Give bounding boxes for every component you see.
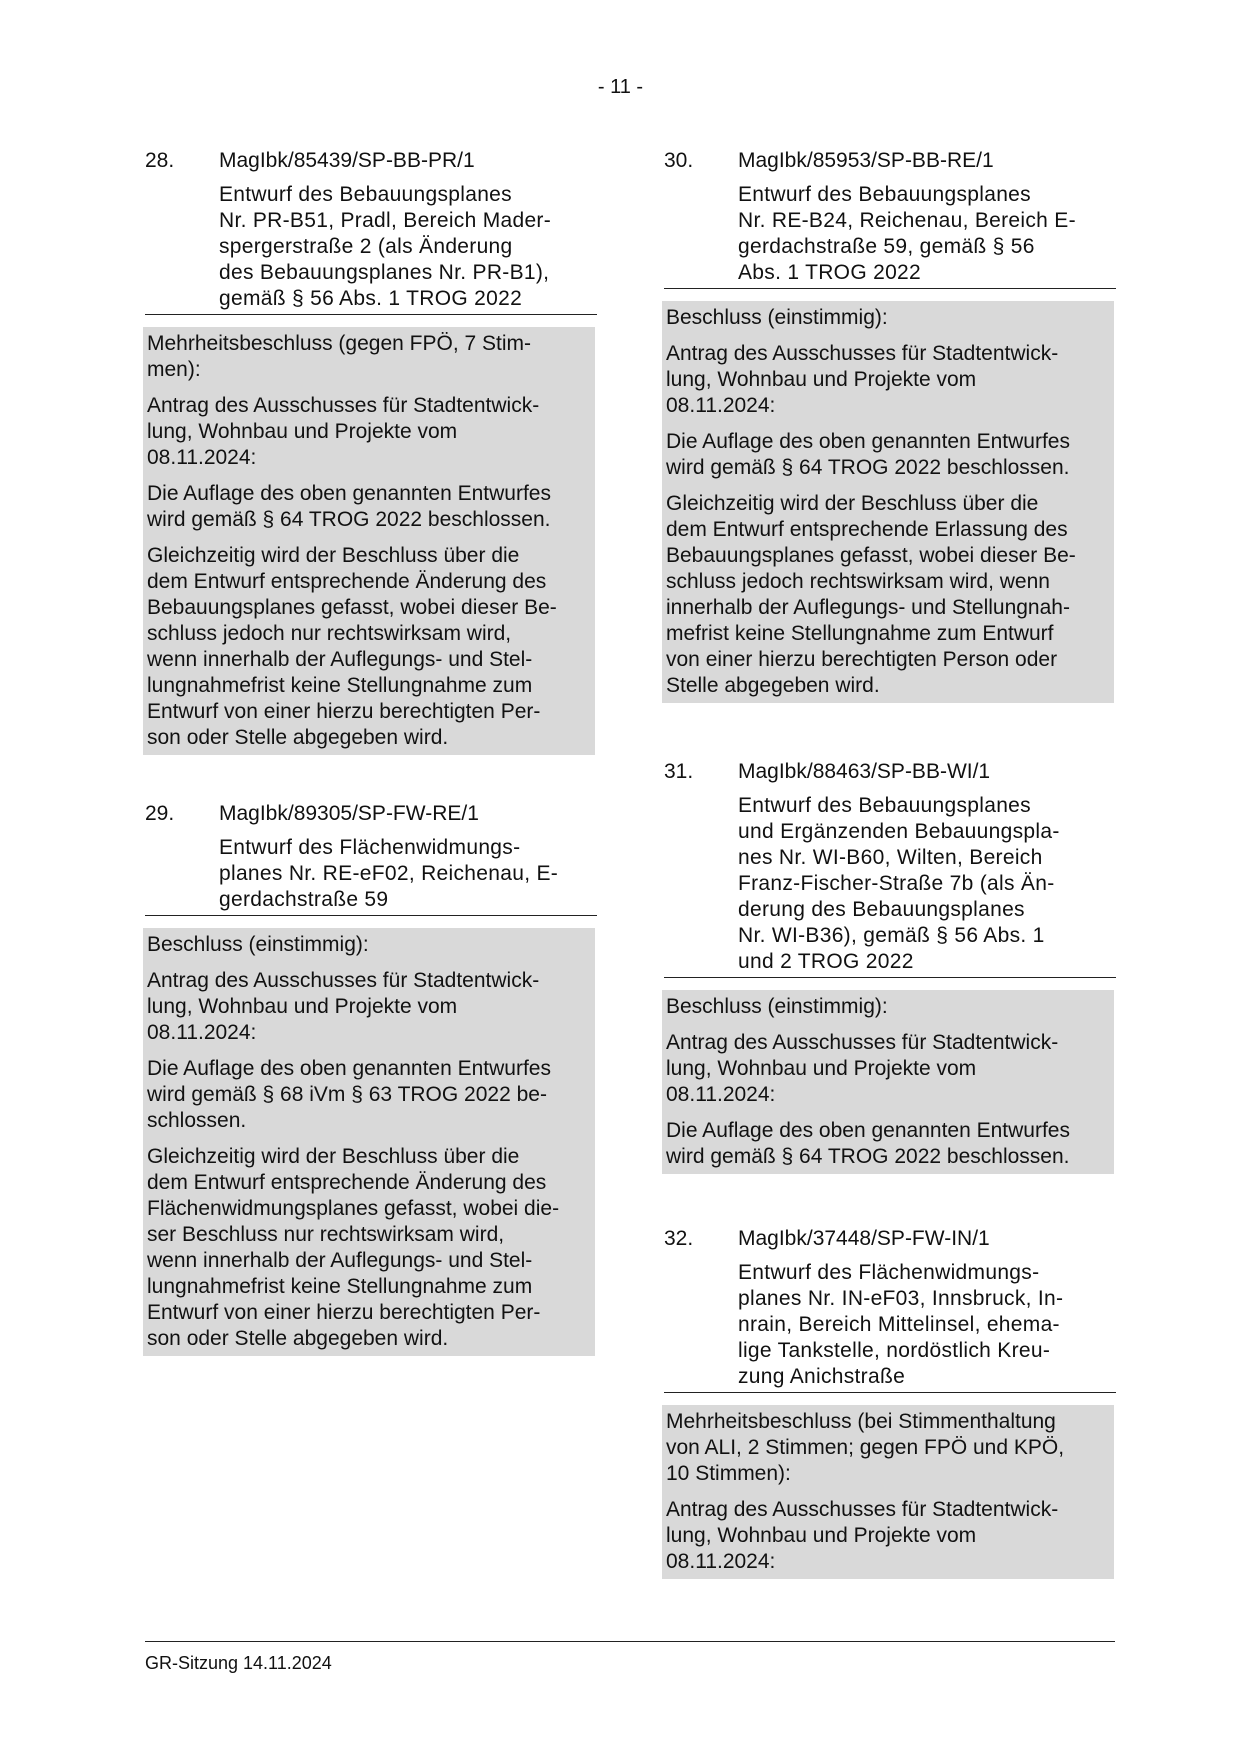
paragraph-line: Antrag des Ausschusses für Stadtentwick- — [147, 969, 540, 992]
item-header — [145, 148, 597, 174]
resolution-paragraph — [666, 1118, 1110, 1170]
title-line: planes Nr. IN-eF03, Innsbruck, In- — [738, 1287, 1064, 1310]
resolution-paragraph — [666, 341, 1110, 419]
item-reference: MagIbk/85953/SP-BB-RE/1 — [738, 149, 994, 172]
resolution-paragraph — [147, 1056, 591, 1134]
item-divider — [145, 314, 597, 315]
title-line: zung Anichstraße — [738, 1365, 906, 1388]
resolution-box — [143, 327, 595, 755]
paragraph-line: mefrist keine Stellungnahme zum Entwurf — [666, 622, 1054, 645]
item-reference: MagIbk/88463/SP-BB-WI/1 — [738, 760, 991, 783]
item-title — [738, 182, 1116, 288]
resolution-paragraph — [666, 1030, 1110, 1108]
item-number: 28. — [145, 149, 175, 172]
paragraph-line: lung, Wohnbau und Projekte vom — [666, 1524, 977, 1547]
item-reference: MagIbk/89305/SP-FW-RE/1 — [219, 802, 479, 825]
title-line: Nr. RE-B24, Reichenau, Bereich E- — [738, 209, 1076, 232]
paragraph-line: Mehrheitsbeschluss (gegen FPÖ, 7 Stim- — [147, 332, 531, 355]
paragraph-line: innerhalb der Auflegungs- und Stellungnah- — [666, 596, 1070, 619]
title-line: Abs. 1 TROG 2022 — [738, 261, 922, 284]
agenda-item-29 — [145, 801, 597, 1356]
paragraph-line: Die Auflage des oben genannten Entwurfes — [147, 482, 551, 505]
paragraph-line: 08.11.2024: — [666, 394, 776, 417]
paragraph-line: 08.11.2024: — [666, 1083, 776, 1106]
resolution-paragraph — [147, 481, 591, 533]
paragraph-line: lung, Wohnbau und Projekte vom — [666, 368, 977, 391]
title-line: und 2 TROG 2022 — [738, 950, 914, 973]
paragraph-line: Die Auflage des oben genannten Entwurfes — [147, 1057, 551, 1080]
resolution-paragraph — [666, 994, 1110, 1020]
resolution-paragraph — [147, 1144, 591, 1352]
paragraph-line: schluss jedoch nur rechtswirksam wird, — [147, 622, 512, 645]
paragraph-line: Entwurf von einer hierzu berechtigten Per- — [147, 1301, 541, 1324]
paragraph-line: wird gemäß § 64 TROG 2022 beschlossen. — [666, 456, 1070, 479]
item-divider — [145, 915, 597, 916]
paragraph-line: 08.11.2024: — [147, 446, 257, 469]
resolution-box — [662, 301, 1114, 703]
item-title — [738, 793, 1116, 977]
title-line: nrain, Bereich Mittelinsel, ehema- — [738, 1313, 1060, 1336]
paragraph-line: lung, Wohnbau und Projekte vom — [147, 995, 458, 1018]
paragraph-line: Beschluss (einstimmig): — [147, 933, 369, 956]
agenda-item-30 — [664, 148, 1116, 703]
item-number: 32. — [664, 1227, 694, 1250]
footer-divider — [145, 1641, 1115, 1642]
item-title — [219, 182, 597, 314]
resolution-box — [143, 928, 595, 1356]
item-divider — [664, 288, 1116, 289]
paragraph-line: dem Entwurf entsprechende Änderung des — [147, 1171, 547, 1194]
paragraph-line: 08.11.2024: — [147, 1021, 257, 1044]
paragraph-line: Bebauungsplanes gefasst, wobei dieser Be- — [666, 544, 1076, 567]
item-title — [219, 835, 597, 915]
title-line: planes Nr. RE-eF02, Reichenau, E- — [219, 862, 559, 885]
item-divider — [664, 1392, 1116, 1393]
paragraph-line: lungnahmefrist keine Stellungnahme zum — [147, 674, 533, 697]
resolution-paragraph — [666, 1497, 1110, 1575]
paragraph-line: Gleichzeitig wird der Beschluss über die — [666, 492, 1039, 515]
paragraph-line: von ALI, 2 Stimmen; gegen FPÖ und KPÖ, — [666, 1436, 1065, 1459]
resolution-paragraph — [666, 305, 1110, 331]
title-line: Entwurf des Bebauungsplanes — [738, 794, 1031, 817]
resolution-paragraph — [147, 932, 591, 958]
left-column — [145, 148, 597, 1356]
title-line: Nr. PR-B51, Pradl, Bereich Mader- — [219, 209, 552, 232]
paragraph-line: Gleichzeitig wird der Beschluss über die — [147, 1145, 520, 1168]
resolution-paragraph — [147, 331, 591, 383]
resolution-paragraph — [666, 429, 1110, 481]
item-reference: MagIbk/85439/SP-BB-PR/1 — [219, 149, 475, 172]
paragraph-line: lungnahmefrist keine Stellungnahme zum — [147, 1275, 533, 1298]
item-number: 30. — [664, 149, 694, 172]
paragraph-line: Die Auflage des oben genannten Entwurfes — [666, 430, 1070, 453]
title-line: Entwurf des Bebauungsplanes — [738, 183, 1031, 206]
paragraph-line: Gleichzeitig wird der Beschluss über die — [147, 544, 520, 567]
title-line: Entwurf des Bebauungsplanes — [219, 183, 512, 206]
title-line: spergerstraße 2 (als Änderung — [219, 235, 513, 258]
title-line: Franz-Fischer-Straße 7b (als Än- — [738, 872, 1055, 895]
paragraph-line: Antrag des Ausschusses für Stadtentwick- — [666, 342, 1059, 365]
item-title — [738, 1260, 1116, 1392]
paragraph-line: wird gemäß § 64 TROG 2022 beschlossen. — [666, 1145, 1070, 1168]
paragraph-line: von einer hierzu berechtigten Person oder — [666, 648, 1058, 671]
paragraph-line: Beschluss (einstimmig): — [666, 995, 888, 1018]
item-header — [664, 759, 1116, 785]
paragraph-line: wenn innerhalb der Auflegungs- und Stel- — [147, 1249, 533, 1272]
paragraph-line: dem Entwurf entsprechende Änderung des — [147, 570, 547, 593]
paragraph-line: 10 Stimmen): — [666, 1462, 791, 1485]
paragraph-line: wird gemäß § 68 iVm § 63 TROG 2022 be- — [147, 1083, 547, 1106]
paragraph-line: Die Auflage des oben genannten Entwurfes — [666, 1119, 1070, 1142]
paragraph-line: dem Entwurf entsprechende Erlassung des — [666, 518, 1068, 541]
resolution-box — [662, 990, 1114, 1174]
paragraph-line: Antrag des Ausschusses für Stadtentwick- — [666, 1498, 1059, 1521]
title-line: Entwurf des Flächenwidmungs- — [738, 1261, 1040, 1284]
page-number: - 11 - — [597, 76, 644, 98]
item-reference: MagIbk/37448/SP-FW-IN/1 — [738, 1227, 990, 1250]
item-header — [145, 801, 597, 827]
paragraph-line: schlossen. — [147, 1109, 247, 1132]
resolution-box — [662, 1405, 1114, 1579]
paragraph-line: men): — [147, 358, 201, 381]
resolution-paragraph — [147, 968, 591, 1046]
item-number: 31. — [664, 760, 694, 783]
paragraph-line: son oder Stelle abgegeben wird. — [147, 726, 449, 749]
paragraph-line: Antrag des Ausschusses für Stadtentwick- — [147, 394, 540, 417]
title-line: Nr. WI-B36), gemäß § 56 Abs. 1 — [738, 924, 1045, 947]
paragraph-line: Mehrheitsbeschluss (bei Stimmenthaltung — [666, 1410, 1056, 1433]
paragraph-line: Flächenwidmungsplanes gefasst, wobei die- — [147, 1197, 560, 1220]
paragraph-line: lung, Wohnbau und Projekte vom — [147, 420, 458, 443]
title-line: derung des Bebauungsplanes — [738, 898, 1025, 921]
paragraph-line: wenn innerhalb der Auflegungs- und Stel- — [147, 648, 533, 671]
paragraph-line: Entwurf von einer hierzu berechtigten Per- — [147, 700, 541, 723]
title-line: gemäß § 56 Abs. 1 TROG 2022 — [219, 287, 523, 310]
agenda-item-28 — [145, 148, 597, 755]
paragraph-line: Beschluss (einstimmig): — [666, 306, 888, 329]
paragraph-line: schluss jedoch rechtswirksam wird, wenn — [666, 570, 1050, 593]
title-line: gerdachstraße 59 — [219, 888, 389, 911]
agenda-item-31 — [664, 759, 1116, 1174]
item-divider — [664, 977, 1116, 978]
title-line: lige Tankstelle, nordöstlich Kreu- — [738, 1339, 1051, 1362]
paragraph-line: Bebauungsplanes gefasst, wobei dieser Be- — [147, 596, 557, 619]
paragraph-line: lung, Wohnbau und Projekte vom — [666, 1057, 977, 1080]
item-number: 29. — [145, 802, 175, 825]
title-line: und Ergänzenden Bebauungspla- — [738, 820, 1060, 843]
resolution-paragraph — [666, 1409, 1110, 1487]
right-column — [664, 148, 1116, 1579]
item-header — [664, 1226, 1116, 1252]
paragraph-line: Antrag des Ausschusses für Stadtentwick- — [666, 1031, 1059, 1054]
title-line: nes Nr. WI-B60, Wilten, Bereich — [738, 846, 1043, 869]
resolution-paragraph — [666, 491, 1110, 699]
footer-text: GR-Sitzung 14.11.2024 — [145, 1653, 332, 1673]
title-line: des Bebauungsplanes Nr. PR-B1), — [219, 261, 550, 284]
item-header — [664, 148, 1116, 174]
resolution-paragraph — [147, 543, 591, 751]
title-line: Entwurf des Flächenwidmungs- — [219, 836, 521, 859]
paragraph-line: wird gemäß § 64 TROG 2022 beschlossen. — [147, 508, 551, 531]
paragraph-line: Stelle abgegeben wird. — [666, 674, 880, 697]
resolution-paragraph — [147, 393, 591, 471]
title-line: gerdachstraße 59, gemäß § 56 — [738, 235, 1035, 258]
agenda-item-32 — [664, 1226, 1116, 1579]
paragraph-line: 08.11.2024: — [666, 1550, 776, 1573]
paragraph-line: ser Beschluss nur rechtswirksam wird, — [147, 1223, 505, 1246]
paragraph-line: son oder Stelle abgegeben wird. — [147, 1327, 449, 1350]
